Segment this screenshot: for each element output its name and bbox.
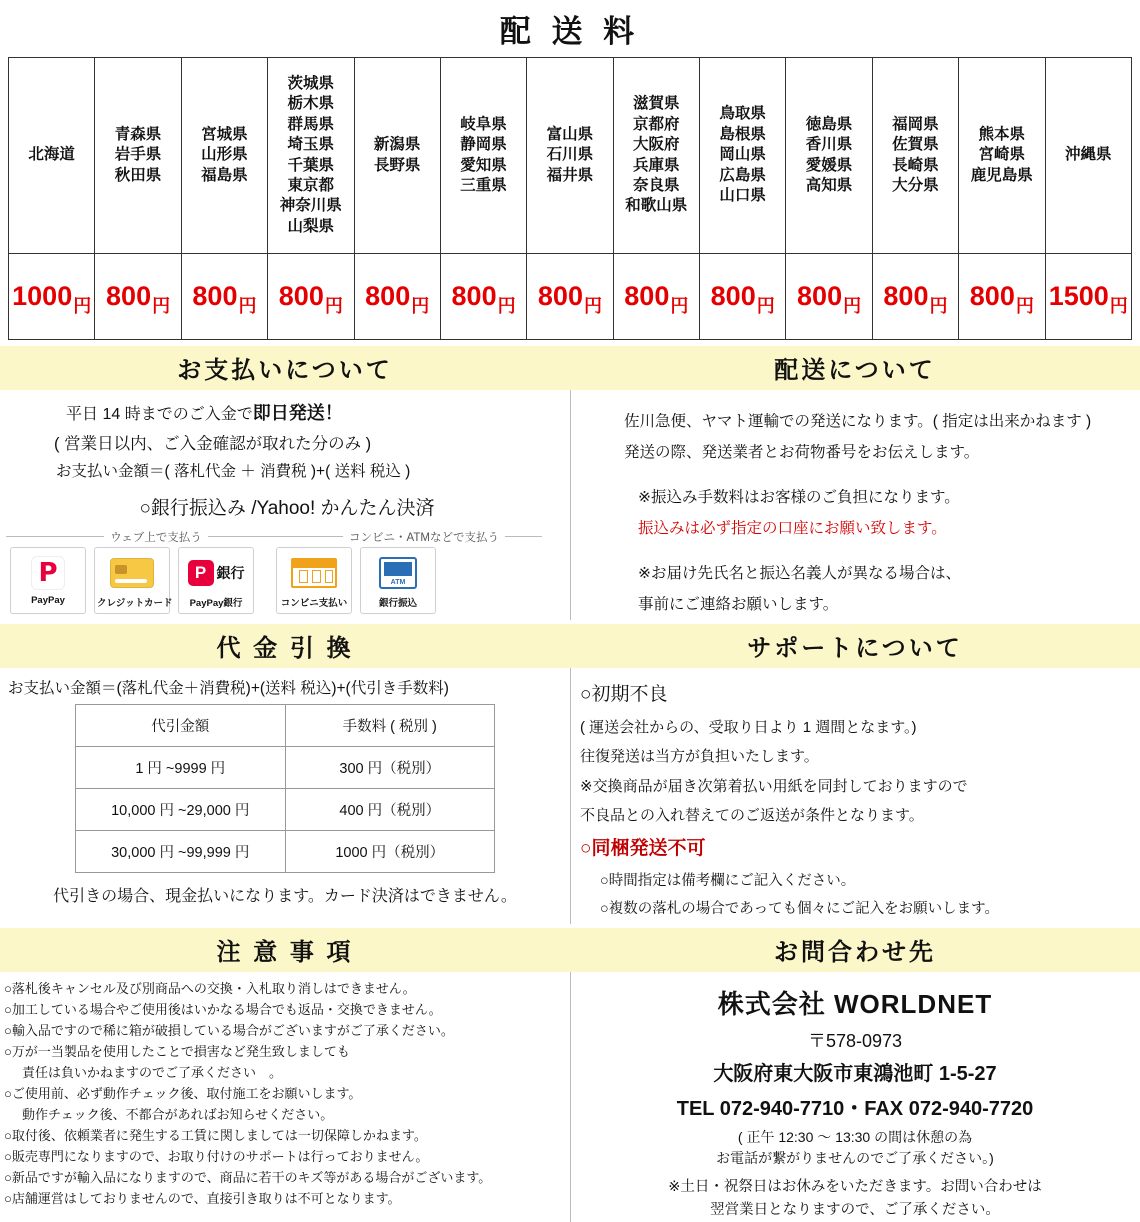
cod-footer-text: 代引きの場合、現金払いになります。カード決済はできません。 [53,888,517,905]
fee-price-cell: 800円 [268,254,354,340]
support-section [570,668,1140,924]
note-item: ○万が一当製品を使用したことで損害など発生致しましても [4,1043,350,1059]
support-band-title: サポートについて [570,624,1140,668]
note-item: ○店舗運営はしておりませんので、直接引き取りは不可となります。 [4,1191,401,1207]
payment-group-convenience: コンビニ・ATMなどで支払う [306,529,542,545]
payment-method-credit-card[interactable]: クレジットカード [94,547,170,614]
postal-code: 〒578-0973 [807,1030,903,1051]
fee-region-cell: 青森県 岩手県 秋田県 [95,58,181,254]
cod-fee-table [75,704,495,873]
cod-header-row [76,705,495,747]
column-divider [570,668,571,924]
fee-price-cell: 800円 [181,254,267,340]
contact-holiday-note: ※土日・祝祭日はお休みをいただきます。お問い合わせは 翌営業日となりますので、ご了承ください。 [668,1179,1042,1219]
fee-region-cell: 宮城県 山形県 福島県 [181,58,267,254]
fee-region-cell: 北海道 [9,58,95,254]
fee-region-cell: 福岡県 佐賀県 長崎県 大分県 [872,58,958,254]
payment-line-3: お支払い金額＝( 落札代金 ＋ 消費税 )+( 送料 税込 ) [56,463,411,481]
notes-section [0,972,570,1222]
payment-bank-line: ○銀行振込み /Yahoo! かんたん決済 [139,497,435,519]
note-item: ○販売専門になりますので、お取り付けのサポートは行っておりません。 [4,1149,429,1164]
company-name: 株式会社 WORLDNET [717,988,993,1019]
table-row: 30,000 円 ~99,999 円 1000 円（税別） [76,831,495,873]
fee-price-cell: 800円 [354,254,440,340]
fee-region-row [9,58,1132,254]
payment-band-title: お支払いについて [0,346,570,390]
fee-region-cell: 熊本県 宮崎県 鹿児島県 [959,58,1045,254]
note-item: ○加工している場合やご使用後はいかなる場合でも返品・交換できません。 [4,1001,442,1017]
delivery-line: 振込みは必ず指定の口座にお願い致します。 [638,520,947,537]
fee-price-cell: 800円 [95,254,181,340]
delivery-line: ※振込み手数料はお客様のご負担になります。 [638,489,960,506]
fee-price-cell: 1000円 [9,254,95,340]
table-row: 10,000 円 ~29,000 円 400 円（税別） [76,789,495,831]
payment-method-paypay[interactable]: P PayPay [10,547,86,614]
fee-region-cell: 徳島県 香川県 愛媛県 高知県 [786,58,872,254]
fee-price-cell: 800円 [527,254,613,340]
fee-price-cell: 1500円 [1045,254,1132,340]
delivery-line: ※お届け先氏名と振込名義人が異なる場合は、 [638,565,961,582]
company-phone: TEL 072-940-7710・FAX 072-940-7720 [676,1097,1034,1120]
table-row: 1 円 ~9999 円 300 円（税別） [76,747,495,789]
atm-icon: ATM [363,554,433,592]
page-title: 配 送 料 [499,14,641,49]
notes-band-title: 注 意 事 項 [0,928,570,972]
contact-section [570,972,1140,1222]
note-item: ○新品ですが輸入品になりますので、商品に若干のキズ等がある場合がございます。 [4,1170,492,1186]
fee-region-cell: 滋賀県 京都府 大阪府 兵庫県 奈良県 和歌山県 [613,58,699,254]
contact-band-title: お問合わせ先 [570,928,1140,972]
fee-price-cell: 800円 [872,254,958,340]
support-line-6: ○複数の落札の場合であっても個々にご記入をお願いします。 [600,901,999,918]
delivery-line: 事前にご連絡お願いします。 [638,596,839,613]
contact-hours-note: ( 正午 12:30 ～ 13:30 の間は休憩の為 お電話が繋がりませんのでご了承ください。) [716,1128,994,1167]
delivery-line: 佐川急便、ヤマト運輸での発送になります。( 指定は出来かねます ) [624,413,1092,430]
note-item: ○輸入品ですので稀に箱が破損している場合がございますがご了承ください。 [4,1022,454,1038]
fee-region-cell: 富山県 石川県 福井県 [527,58,613,254]
fee-price-row [9,254,1132,340]
company-address: 大阪府東大阪市東鴻池町 1-5-27 [713,1062,997,1085]
column-divider [570,972,571,1222]
payment-method-bank-transfer[interactable]: ATM 銀行振込 [360,547,436,614]
paypay-bank-icon: P 銀行 [181,554,251,592]
payment-method-paypay-bank[interactable]: P 銀行 PayPay銀行 [178,547,254,614]
delivery-section [570,390,1140,620]
delivery-band-title: 配送について [570,346,1140,390]
fee-region-cell: 岐阜県 静岡県 愛知県 三重県 [440,58,526,254]
credit-card-icon [97,554,167,592]
column-divider [570,390,571,620]
cod-section [0,668,570,924]
convenience-store-icon [279,554,349,592]
fee-region-cell: 新潟県 長野県 [354,58,440,254]
fee-price-cell: 800円 [959,254,1045,340]
note-item: ○取付後、依頼業者に発生する工賃に関しましては一切保障しかねます。 [4,1127,427,1143]
payment-line-1: 平日 14 時までのご入金で即日発送！ [66,403,343,423]
support-line-3: ※交換商品が届き次第着払い用紙を同封しておりますので [580,777,968,795]
note-item: ○ご使用前、必ず動作チェック後、取付施工をお願いします。 [4,1085,362,1101]
support-line-1: ( 運送会社からの、受取り日より 1 週間となます。) [580,719,917,737]
fee-price-cell: 800円 [613,254,699,340]
paypay-icon: P [13,554,83,592]
payment-line-2: ( 営業日以内、ご入金確認が取れた分のみ ) [54,434,372,453]
fee-price-cell: 800円 [440,254,526,340]
note-item: 動作チェック後、不都合があればお知らせください。 [22,1106,334,1122]
fee-price-cell: 800円 [786,254,872,340]
support-line-2: 往復発送は当方が負担いたします。 [580,748,819,766]
cod-lead-text: お支払い金額＝(落札代金＋消費税)+(送料 税込)+(代引き手数料) [8,680,449,697]
delivery-line: 発送の際、発送業者とお荷物番号をお伝えします。 [624,444,980,461]
fee-price-cell: 800円 [700,254,786,340]
payment-methods [0,529,570,614]
payment-group-web: ウェブ上で支払う [6,529,306,545]
support-line-4: 不良品との入れ替えてのご返送が条件となります。 [580,806,924,824]
fee-region-cell: 茨城県 栃木県 群馬県 埼玉県 千葉県 東京都 神奈川県 山梨県 [268,58,354,254]
note-item: 責任は負いかねますのでご了承ください 。 [22,1064,283,1080]
shipping-fee-table [8,57,1132,340]
fee-region-cell: 鳥取県 島根県 岡山県 広島県 山口県 [700,58,786,254]
note-item: ○落札後キャンセル及び別商品への交換・入札取り消しはできません。 [4,980,416,996]
cod-col-fee: 手数料 ( 税別 ) [285,705,495,747]
payment-method-convenience-store[interactable]: コンビニ支払い [276,547,352,614]
fee-region-cell: 沖縄県 [1045,58,1132,254]
support-heading-no-bundled-shipping: ○同梱発送不可 [580,838,706,860]
support-heading-initial-defect: ○初期不良 [580,684,668,705]
cod-band-title: 代 金 引 換 [0,624,570,668]
support-line-5: ○時間指定は備考欄にご記入ください。 [600,873,856,890]
payment-section [0,390,570,620]
cod-col-amount: 代引金額 [76,705,286,747]
